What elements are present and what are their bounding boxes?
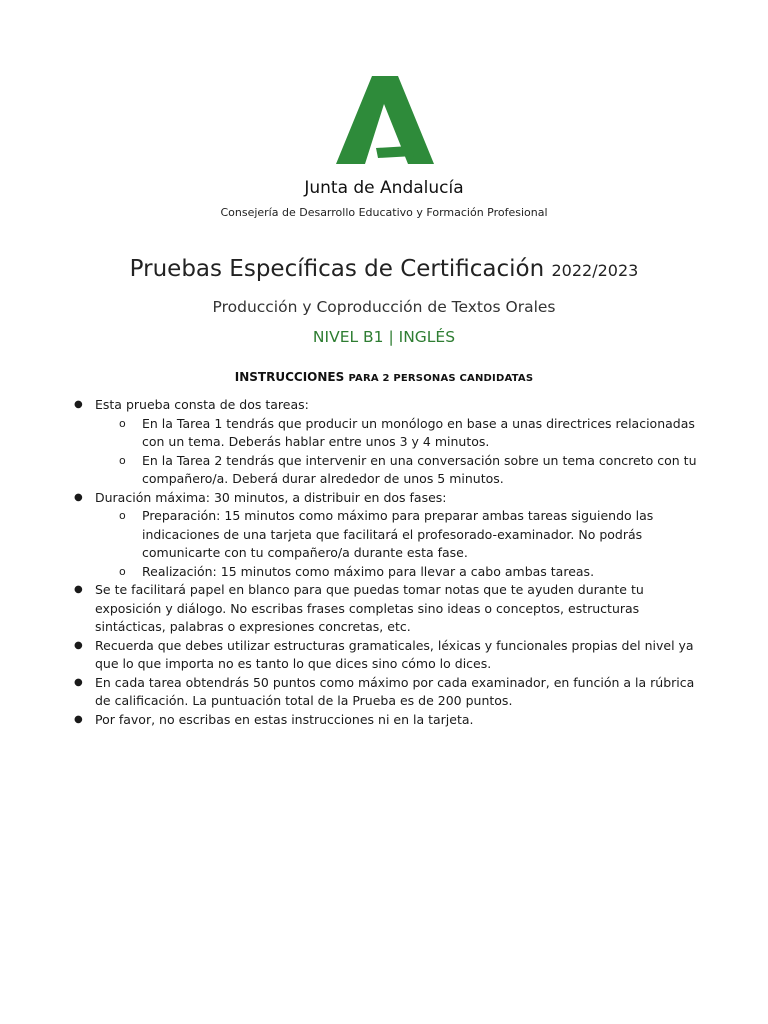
sub-list-item <box>0 415 697 452</box>
instructions-list <box>0 396 768 729</box>
list-item-text: Por favor, no escribas en estas instrucciones ni en la tarjeta. <box>95 711 474 727</box>
list-item-text: Recuerda que debes utilizar estructuras gramaticales, léxicas y funcionales propias del nivel ya que lo que importa no es tanto lo que dices sino cómo lo dices. <box>95 637 694 671</box>
sub-list-item <box>0 507 697 563</box>
org-name: Junta de Andalucía <box>304 178 464 198</box>
level-label: NIVEL B1 | INGLÉS <box>312 328 456 346</box>
sub-list-item <box>0 563 697 582</box>
bullet-icon: ● <box>74 399 83 410</box>
bullet-icon: ● <box>74 584 83 595</box>
circle-bullet-icon: o <box>119 453 126 467</box>
list-item <box>0 581 695 637</box>
list-item-text: En cada tarea obtendrás 50 puntos como máximo por cada examinador, en función a la rúbrica de calificación. La puntuación total de la Prueba es de 200 puntos. <box>95 674 695 708</box>
junta-andalucia-logo-icon <box>336 76 434 164</box>
page-subtitle: Producción y Coproducción de Textos Orales <box>212 298 556 316</box>
sub-list-item-text: Realización: 15 minutos como máximo para llevar a cabo ambas tareas. <box>142 563 595 579</box>
list-item-text: Se te facilitará papel en blanco para que puedas tomar notas que te ayuden durante tu exposición y diálogo. No escribas frases completas sino ideas o conceptos, estructuras sintácticas, palabras o expresiones concretas, etc. <box>95 582 644 634</box>
sub-list-item-text: En la Tarea 2 tendrás que intervenir en una conversación sobre un tema concreto con tu compañero/a. Deberá durar alrededor de unos 5 minutos. <box>142 452 697 486</box>
circle-bullet-icon: o <box>119 509 126 522</box>
bullet-icon: ● <box>74 713 83 725</box>
instructions-heading-main: INSTRUCCIONES <box>234 370 345 384</box>
page-title <box>0 256 768 282</box>
title-main: Pruebas Específicas de Certificación <box>129 256 545 282</box>
bullet-icon: ● <box>74 676 83 688</box>
org-subtitle: Consejería de Desarrollo Educativo y Formación Profesional <box>220 206 548 219</box>
title-year: 2022/2023 <box>551 261 639 280</box>
list-item <box>0 396 695 415</box>
list-item-text: Esta prueba consta de dos tareas: <box>95 397 309 412</box>
sub-list-item-text: Preparación: 15 minutos como máximo para preparar ambas tareas siguiendo las indicaciones de una tarjeta que facilitará el profesorado-examinador. No podrás comunicarte con tu compañero/a durante esta fase. <box>142 508 654 560</box>
bullet-icon: ● <box>74 491 83 503</box>
bullet-icon: ● <box>74 639 83 651</box>
instructions-heading-small: PARA 2 PERSONAS CANDIDATAS <box>348 373 534 384</box>
circle-bullet-icon: o <box>119 416 126 430</box>
list-item <box>0 711 695 730</box>
list-item-text: Duración máxima: 30 minutos, a distribuir en dos fases: <box>95 489 447 505</box>
list-item <box>0 674 695 711</box>
sub-list-item-text: En la Tarea 1 tendrás que producir un monólogo en base a unas directrices relacionadas con un tema. Deberás hablar entre unos 3 y 4 minutos. <box>142 415 695 449</box>
list-item <box>0 637 695 674</box>
list-item <box>0 489 695 508</box>
instructions-heading <box>0 370 768 384</box>
sub-list-item <box>0 452 697 489</box>
circle-bullet-icon: o <box>119 564 126 578</box>
